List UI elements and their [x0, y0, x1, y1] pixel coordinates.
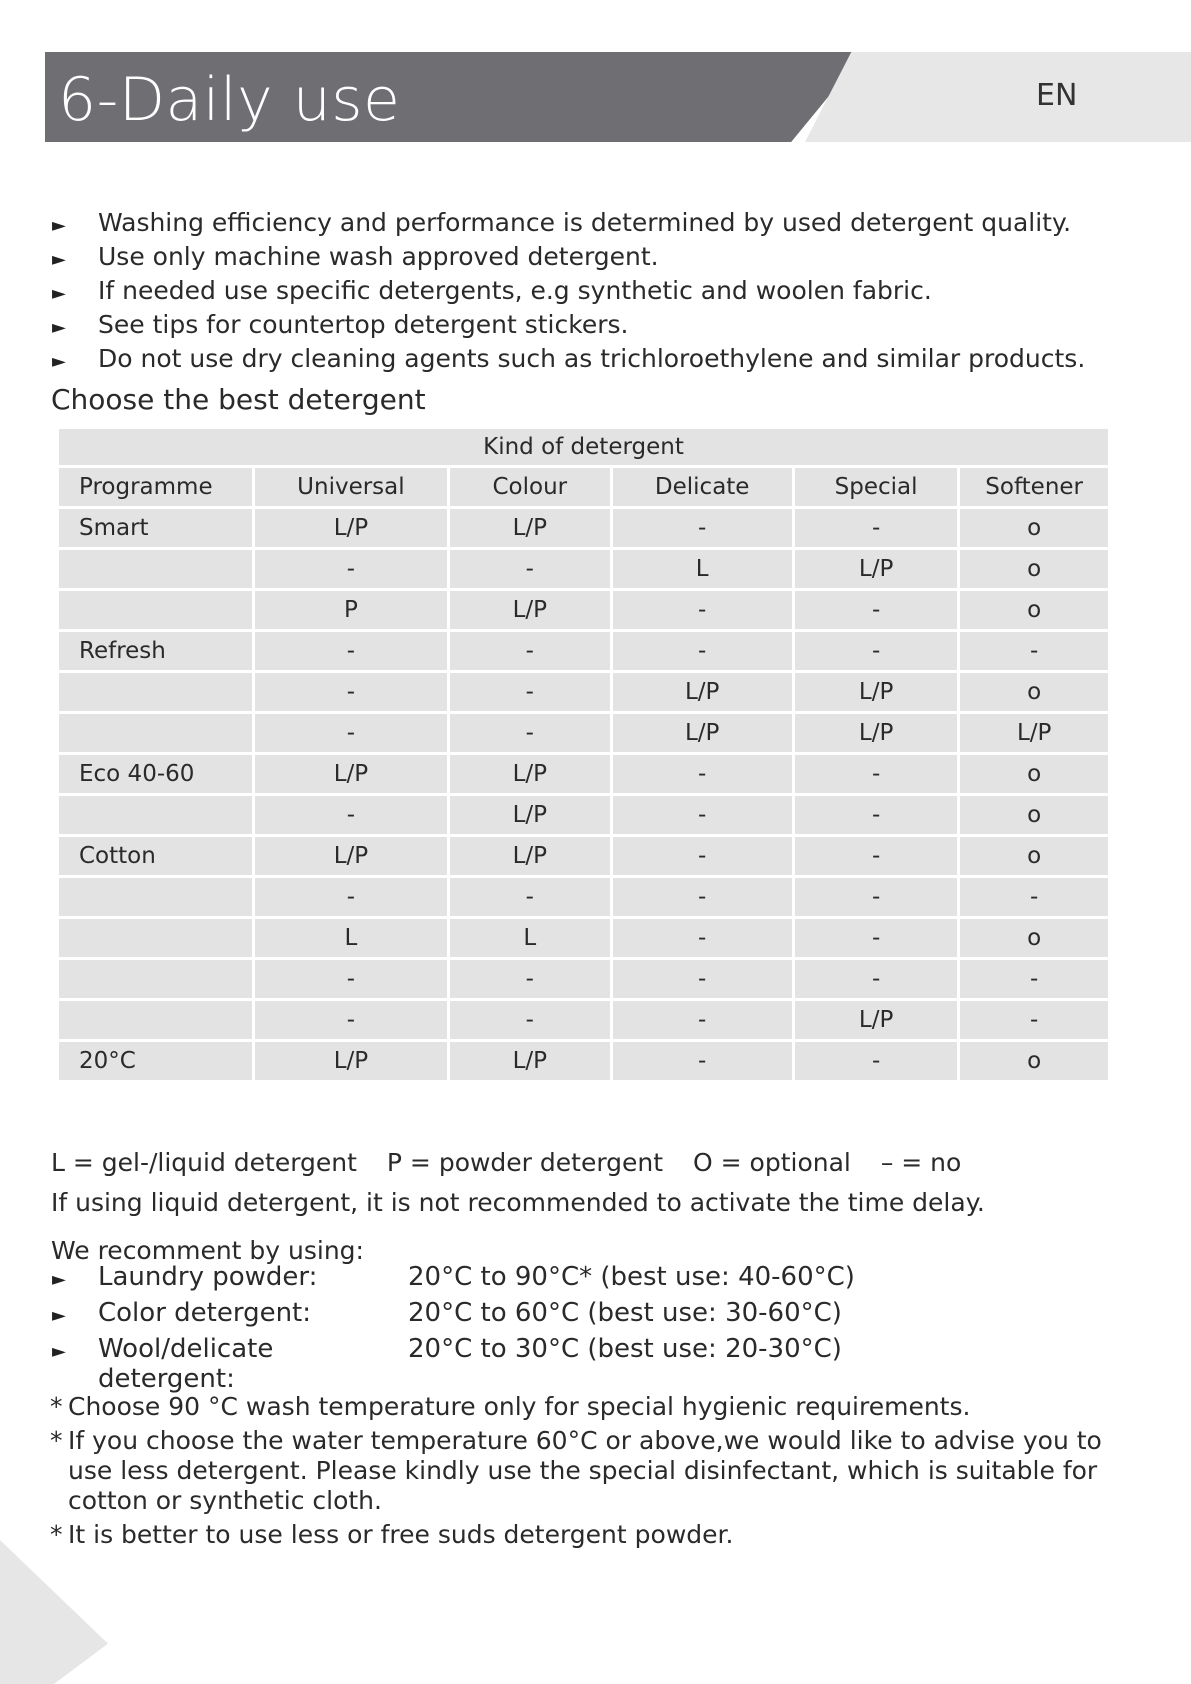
programme-cell	[59, 1001, 252, 1039]
table-cell: L/P	[613, 714, 792, 752]
table-row	[59, 591, 1108, 629]
asterisk-marker: *	[50, 1426, 63, 1455]
bullet-item: ► See tips for countertop detergent stickers.	[52, 310, 629, 339]
page-corner-decoration	[0, 1540, 108, 1684]
table-row	[59, 509, 1108, 547]
table-cell: -	[795, 591, 957, 629]
table-cell: -	[795, 796, 957, 834]
table-cell: L/P	[255, 1042, 447, 1080]
programme-cell	[59, 919, 252, 957]
programme-cell	[59, 714, 252, 752]
table-cell: L/P	[795, 673, 957, 711]
legend-item: L = gel-/liquid detergent	[51, 1148, 357, 1177]
table-cell: -	[613, 755, 792, 793]
page-title: 6-Daily use	[58, 65, 401, 135]
column-header: Programme	[59, 468, 252, 506]
table-cell: o	[960, 509, 1108, 547]
table-cell: L/P	[255, 755, 447, 793]
recommendation-item: ► Color detergent: 20°C to 60°C (best use: 30-60°C)	[52, 1298, 842, 1328]
table-cell: o	[960, 673, 1108, 711]
table-cell: o	[960, 837, 1108, 875]
table-cell: L/P	[795, 1001, 957, 1039]
table-cell: -	[960, 632, 1108, 670]
footnote: * It is better to use less or free suds detergent powder.	[50, 1520, 734, 1549]
table-cell: -	[613, 837, 792, 875]
intro-bullet-list	[52, 208, 1152, 378]
table-row	[59, 878, 1108, 916]
legend-item: P = powder detergent	[386, 1148, 664, 1177]
table-cell: -	[613, 1042, 792, 1080]
column-header: Universal	[255, 468, 447, 506]
footnote: * If you choose the water temperature 60°C or above,we would like to advise you to use less detergent. Please kindly use the special disinfectant, which is suitable for cotton or synthetic cloth.	[50, 1426, 1102, 1515]
table-row	[59, 550, 1108, 588]
table-row	[59, 837, 1108, 875]
table-cell: -	[450, 714, 609, 752]
table-row	[59, 714, 1108, 752]
time-delay-note: If using liquid detergent, it is not recommended to activate the time delay.	[51, 1188, 985, 1217]
table-cell: -	[613, 796, 792, 834]
bullet-arrow-icon: ►	[52, 351, 66, 372]
table-cell: -	[795, 755, 957, 793]
bullet-arrow-icon: ►	[52, 215, 66, 236]
table-cell: -	[450, 878, 609, 916]
table-cell: -	[795, 1042, 957, 1080]
recommendation-list	[52, 1262, 855, 1394]
table-row	[59, 673, 1108, 711]
table-row	[59, 919, 1108, 957]
table-cell: -	[613, 878, 792, 916]
footnotes	[50, 1392, 1110, 1554]
table-cell: o	[960, 919, 1108, 957]
table-cell: -	[960, 1001, 1108, 1039]
table-cell: -	[613, 632, 792, 670]
table-cell: P	[255, 591, 447, 629]
programme-cell	[59, 878, 252, 916]
table-row	[59, 1001, 1108, 1039]
asterisk-marker: *	[50, 1392, 63, 1421]
programme-cell	[59, 550, 252, 588]
table-cell: -	[255, 878, 447, 916]
programme-cell: Cotton	[59, 837, 252, 875]
table-cell: -	[255, 960, 447, 998]
table-cell: o	[960, 1042, 1108, 1080]
table-cell: L/P	[450, 755, 609, 793]
legend-item: O = optional	[693, 1148, 851, 1177]
bullet-item: ► Use only machine wash approved detergent.	[52, 242, 659, 271]
programme-cell	[59, 960, 252, 998]
table-cell: -	[795, 509, 957, 547]
header-tab-background	[805, 52, 1191, 142]
table-cell: L/P	[795, 550, 957, 588]
table-cell: L/P	[450, 837, 609, 875]
table-cell: -	[795, 878, 957, 916]
bullet-item: ► Do not use dry cleaning agents such as trichloroethylene and similar products.	[52, 344, 1086, 373]
bullet-arrow-icon: ►	[52, 1305, 66, 1326]
bullet-item: ► Washing efficiency and performance is determined by used detergent quality.	[52, 208, 1072, 237]
table-cell: o	[960, 755, 1108, 793]
table-row	[59, 1042, 1108, 1080]
bullet-arrow-icon: ►	[52, 283, 66, 304]
table-body	[59, 509, 1108, 1080]
bullet-item: ► If needed use specific detergents, e.g synthetic and woolen fabric.	[52, 276, 932, 305]
programme-cell: Refresh	[59, 632, 252, 670]
recommend-title: We recomment by using:	[51, 1236, 364, 1265]
column-header: Special	[795, 468, 957, 506]
table-cell: L/P	[450, 509, 609, 547]
table-cell: o	[960, 796, 1108, 834]
kind-of-detergent-header: Kind of detergent	[59, 429, 1108, 465]
table-cell: o	[960, 591, 1108, 629]
table-cell: -	[613, 919, 792, 957]
table-cell: L/P	[255, 509, 447, 547]
table-row	[59, 796, 1108, 834]
table-cell: -	[960, 960, 1108, 998]
column-header: Delicate	[613, 468, 792, 506]
table-cell: L/P	[450, 796, 609, 834]
table-cell: L/P	[960, 714, 1108, 752]
legend	[51, 1148, 983, 1177]
programme-cell	[59, 796, 252, 834]
table-cell: -	[613, 1001, 792, 1039]
table-cell: -	[613, 591, 792, 629]
table-cell: L	[450, 919, 609, 957]
table-cell: -	[450, 1001, 609, 1039]
table-cell: -	[450, 673, 609, 711]
table-cell: -	[795, 837, 957, 875]
bullet-arrow-icon: ►	[52, 317, 66, 338]
table-cell: -	[255, 632, 447, 670]
section-title: Choose the best detergent	[51, 383, 426, 416]
bullet-arrow-icon: ►	[52, 1269, 66, 1290]
table-cell: -	[960, 878, 1108, 916]
table-cell: -	[450, 960, 609, 998]
table-cell: -	[795, 632, 957, 670]
table-cell: L	[613, 550, 792, 588]
table-cell: L/P	[255, 837, 447, 875]
detergent-table	[56, 426, 1111, 1083]
table-cell: -	[255, 1001, 447, 1039]
recommendation-item: ► Laundry powder: 20°C to 90°C* (best use: 40-60°C)	[52, 1262, 855, 1292]
recommendation-item: ► Wool/delicate detergent: 20°C to 30°C (best use: 20-30°C)	[52, 1334, 842, 1394]
table-cell: L/P	[450, 591, 609, 629]
table-cell: -	[795, 960, 957, 998]
table-cell: L/P	[795, 714, 957, 752]
table-cell: -	[795, 919, 957, 957]
table-cell: -	[255, 796, 447, 834]
table-row	[59, 960, 1108, 998]
table-cell: -	[613, 960, 792, 998]
programme-cell: 20°C	[59, 1042, 252, 1080]
table-cell: -	[613, 509, 792, 547]
table-cell: -	[450, 632, 609, 670]
table-cell: L/P	[613, 673, 792, 711]
table-row	[59, 755, 1108, 793]
bullet-arrow-icon: ►	[52, 249, 66, 270]
language-label: EN	[1036, 78, 1078, 113]
table-cell: L/P	[450, 1042, 609, 1080]
column-header: Colour	[450, 468, 609, 506]
bullet-arrow-icon: ►	[52, 1341, 66, 1362]
table-cell: -	[255, 714, 447, 752]
programme-cell	[59, 673, 252, 711]
table-cell: -	[255, 673, 447, 711]
footnote: * Choose 90 °C wash temperature only for special hygienic requirements.	[50, 1392, 971, 1421]
table-cell: -	[255, 550, 447, 588]
table-row	[59, 632, 1108, 670]
programme-cell	[59, 591, 252, 629]
asterisk-marker: *	[50, 1520, 63, 1549]
column-header: Softener	[960, 468, 1108, 506]
programme-cell: Smart	[59, 509, 252, 547]
table-cell: o	[960, 550, 1108, 588]
legend-item: – = no	[880, 1148, 962, 1177]
table-cell: -	[450, 550, 609, 588]
table-cell: L	[255, 919, 447, 957]
programme-cell: Eco 40-60	[59, 755, 252, 793]
